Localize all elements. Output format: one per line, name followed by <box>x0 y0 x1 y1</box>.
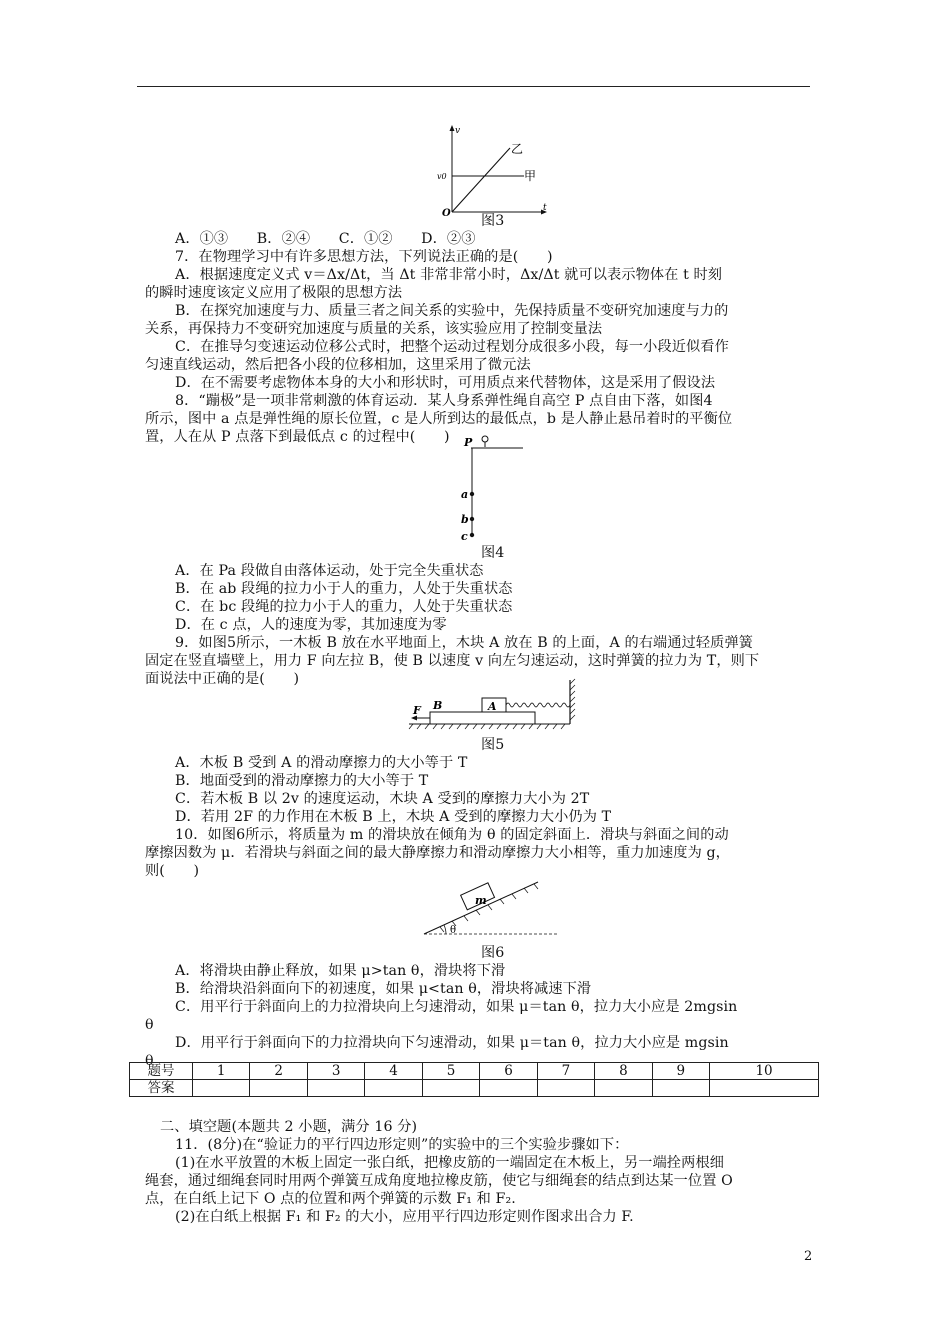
figure-6-caption: 图6 <box>481 945 505 961</box>
q10-stem-line1: 10．如图6所示，将质量为 m 的滑块放在倾角为 θ 的固定斜面上．滑块与斜面之间的动 <box>175 827 729 843</box>
q9-stem-line1: 9．如图5所示，一木板 B 放在水平地面上，木块 A 放在 B 的上面，A 的右端通过轻质弹簧 <box>175 635 754 651</box>
answer-cell[interactable] <box>307 1080 364 1097</box>
answer-cell[interactable] <box>365 1080 422 1097</box>
q9-option-c: C．若木板 B 以 2v 的速度运动，木块 A 受到的摩擦力大小为 2T <box>175 791 590 807</box>
answer-cell[interactable] <box>250 1080 307 1097</box>
label-A: A <box>488 700 497 713</box>
figure-5-caption: 图5 <box>481 737 505 753</box>
label-c: c <box>461 530 468 543</box>
answer-table-header-row <box>130 1063 819 1080</box>
q8-stem-line3: 置，人在从 P 点落下到最低点 c 的过程中( ) <box>145 429 450 445</box>
line-yi <box>452 148 510 212</box>
q7-option-a-line1: A．根据速度定义式 v＝Δx/Δt，当 Δt 非常非常小时，Δx/Δt 就可以表示物体在 t 时刻 <box>175 267 723 283</box>
table-cell-number: 9 <box>652 1063 709 1080</box>
q9-option-a: A．木板 B 受到 A 的滑动摩擦力的大小等于 T <box>175 755 468 771</box>
q11-step1-line1: (1)在水平放置的木板上固定一张白纸，把橡皮筋的一端固定在木板上，另一端拴两根细 <box>175 1155 725 1171</box>
label-v0: v0 <box>437 172 447 181</box>
section2-title: 二、填空题(本题共 2 小题，满分 16 分) <box>160 1119 418 1135</box>
q10-option-a: A．将滑块由静止释放，如果 μ>tan θ，滑块将下滑 <box>175 963 506 979</box>
person-icon <box>482 436 488 442</box>
q10-option-c-line2: θ <box>145 1017 154 1033</box>
point-a <box>470 492 474 496</box>
q9-option-d: D．若用 2F 的力作用在木板 B 上，木块 A 受到的摩擦力大小仍为 T <box>175 809 612 825</box>
q8-option-d: D．在 c 点，人的速度为零，其加速度为零 <box>175 617 447 633</box>
q10-option-d-line1: D．用平行于斜面向下的力拉滑块向下匀速滑动，如果 μ＝tan θ，拉力大小应是 mgsin <box>175 1035 729 1051</box>
page-number: 2 <box>804 1249 813 1264</box>
angle-arc <box>444 925 446 934</box>
figure-3-caption: 图3 <box>481 213 505 229</box>
figure-4-bungee <box>455 434 535 544</box>
q7-option-b-line1: B．在探究加速度与力、质量三者之间关系的实验中，先保持质量不变研究加速度与力的 <box>175 303 729 319</box>
label-t: t <box>543 203 547 213</box>
answer-cell[interactable] <box>422 1080 479 1097</box>
label-m: m <box>475 894 487 907</box>
q7-stem: 7．在物理学习中有许多思想方法，下列说法正确的是( ) <box>175 249 553 265</box>
q11-step1-line3: 点，在白纸上记下 O 点的位置和两个弹簧的示数 F₁ 和 F₂. <box>145 1191 516 1207</box>
table-answer-label: 答案 <box>130 1080 193 1097</box>
answer-table-answer-row <box>130 1080 819 1097</box>
q10-option-d-line2: θ <box>145 1053 154 1069</box>
label-P: P <box>464 436 473 449</box>
q9-stem-line3: 面说法中正确的是( ) <box>145 671 300 687</box>
label-yi: 乙 <box>511 142 524 156</box>
answer-cell[interactable] <box>595 1080 652 1097</box>
q7-option-b-line2: 关系，再保持力不变研究加速度与质量的关系，该实验应用了控制变量法 <box>145 321 603 337</box>
label-B: B <box>433 699 443 712</box>
q11-step2: (2)在白纸上根据 F₁ 和 F₂ 的大小，应用平行四边形定则作图求出合力 F. <box>175 1209 634 1225</box>
q8-stem-line2: 所示，图中 a 点是弹性绳的原长位置，c 是人所到达的最低点，b 是人静止悬吊着时的平衡位 <box>145 411 733 427</box>
answer-cell[interactable] <box>537 1080 594 1097</box>
point-b <box>470 517 474 521</box>
answer-cell[interactable] <box>652 1080 709 1097</box>
q10-option-b: B．给滑块沿斜面向下的初速度，如果 μ<tan θ，滑块将减速下滑 <box>175 981 592 997</box>
q8-option-b: B．在 ab 段绳的拉力小于人的重力，人处于失重状态 <box>175 581 513 597</box>
q10-option-c-line1: C．用平行于斜面向上的力拉滑块向上匀速滑动，如果 μ＝tan θ，拉力大小应是 2mgsin <box>175 999 738 1015</box>
label-origin: O <box>442 208 451 219</box>
q8-option-c: C．在 bc 段绳的拉力小于人的重力，人处于失重状态 <box>175 599 513 615</box>
figure-5-board-spring <box>405 676 585 734</box>
label-jia: 甲 <box>524 169 537 183</box>
label-b: b <box>461 513 469 526</box>
q7-option-c-line1: C．在推导匀变速运动位移公式时，把整个运动过程划分成很多小段，每一小段近似看作 <box>175 339 729 355</box>
q8-option-a: A．在 Pa 段做自由落体运动，处于完全失重状态 <box>175 563 484 579</box>
table-cell-number: 2 <box>250 1063 307 1080</box>
table-cell-number: 5 <box>422 1063 479 1080</box>
figure-4-caption: 图4 <box>481 545 505 561</box>
table-cell-number: 10 <box>710 1063 819 1080</box>
v-axis-arrow <box>450 125 455 131</box>
ground-hatch <box>409 724 565 729</box>
answer-cell[interactable] <box>710 1080 819 1097</box>
answer-cell[interactable] <box>480 1080 537 1097</box>
table-cell-number: 1 <box>193 1063 250 1080</box>
spring <box>506 703 570 707</box>
table-cell-number: 3 <box>307 1063 364 1080</box>
answer-table <box>129 1062 819 1097</box>
table-cell-number: 4 <box>365 1063 422 1080</box>
q11-stem: 11．(8分)在“验证力的平行四边形定则”的实验中的三个实验步骤如下： <box>175 1137 629 1153</box>
q6-options: A．①③ B．②④ C．①② D．②③ <box>175 231 476 247</box>
q9-option-b: B．地面受到的滑动摩擦力的大小等于 T <box>175 773 429 789</box>
q10-stem-line3: 则( ) <box>145 863 200 879</box>
q7-option-a-line2: 的瞬时速度该定义应用了极限的思想方法 <box>145 285 403 301</box>
table-header-label: 题号 <box>130 1063 193 1080</box>
label-a: a <box>461 488 469 501</box>
answer-cell[interactable] <box>193 1080 250 1097</box>
label-theta: θ <box>450 925 457 936</box>
table-cell-number: 7 <box>537 1063 594 1080</box>
q7-option-d: D．在不需要考虑物体本身的大小和形状时，可用质点来代替物体，这是采用了假设法 <box>175 375 716 391</box>
figure-3-vt-graph <box>436 122 556 218</box>
table-cell-number: 6 <box>480 1063 537 1080</box>
q9-stem-line2: 固定在竖直墙壁上，用力 F 向左拉 B，使 B 以速度 v 向左匀速运动，这时弹簧的拉力为 T，则下 <box>145 653 760 669</box>
board-B <box>430 712 535 724</box>
q10-stem-line2: 摩擦因数为 μ．若滑块与斜面之间的最大静摩擦力和滑动摩擦力大小相等，重力加速度为 g， <box>145 845 730 861</box>
q7-option-c-line2: 匀速直线运动，然后把各小段的位移相加，这里采用了微元法 <box>145 357 531 373</box>
point-c <box>470 533 474 537</box>
header-rule <box>137 86 810 87</box>
label-F: F <box>413 704 421 717</box>
label-v: v <box>455 126 461 136</box>
q8-stem-line1: 8．“蹦极”是一项非常刺激的体育运动．某人身系弹性绳自高空 P 点自由下落，如图4 <box>175 393 713 409</box>
table-cell-number: 8 <box>595 1063 652 1080</box>
wall-hatch <box>570 679 575 720</box>
q11-step1-line2: 绳套，通过细绳套同时用两个弹簧互成角度地拉橡皮筋，使它与细绳套的结点到达某一位置 O <box>145 1173 733 1189</box>
figure-6-incline <box>420 874 570 940</box>
